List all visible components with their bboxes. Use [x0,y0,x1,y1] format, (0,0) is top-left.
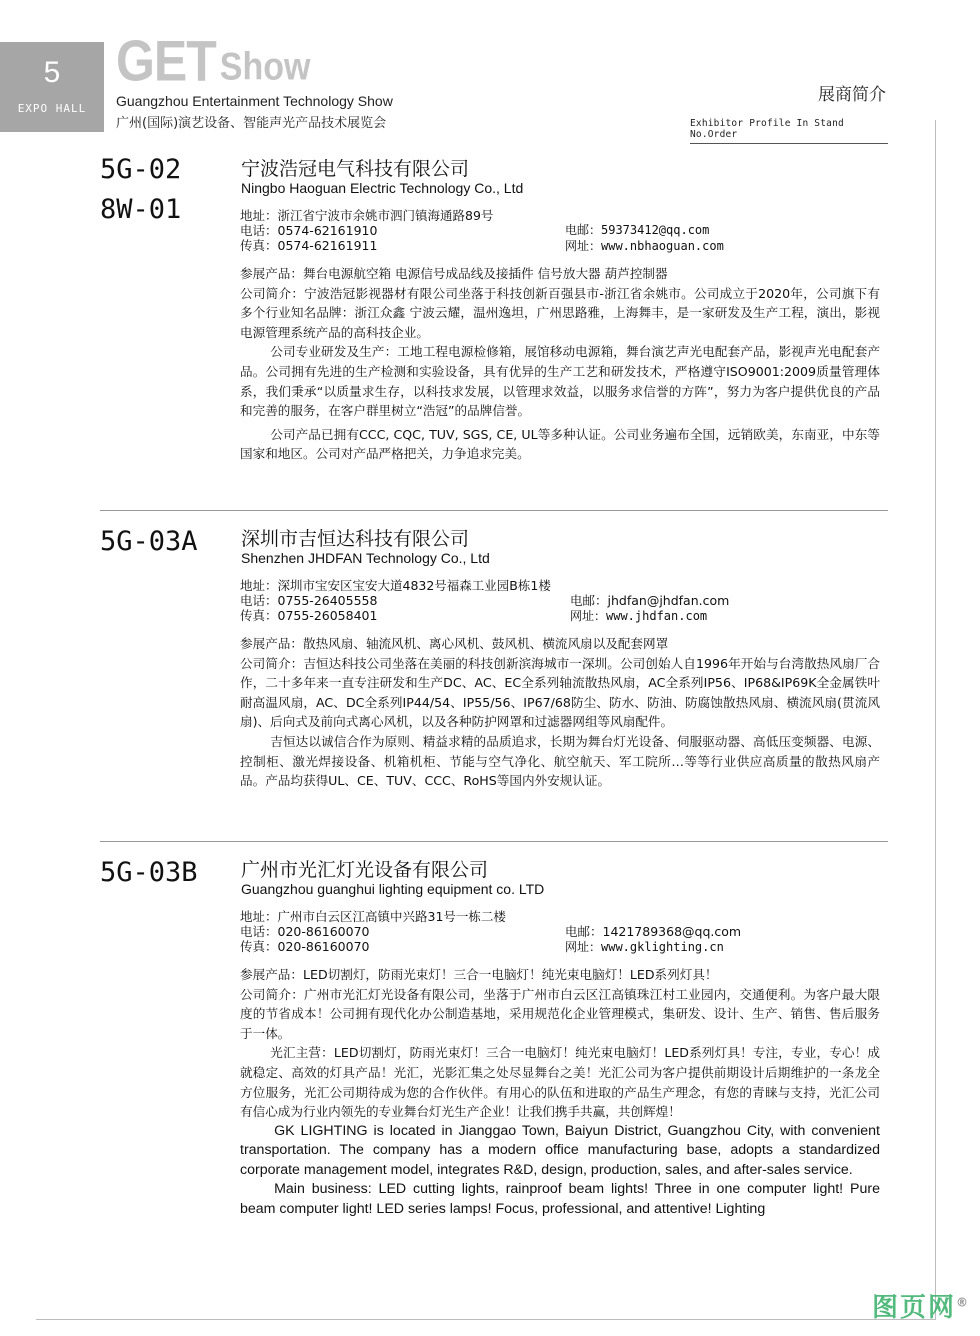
logo-get: GET [116,28,216,94]
company-website: 网址：www.gklighting.cn [565,940,724,954]
registered-mark: ® [956,1295,970,1310]
section-subtitle: Exhibitor Profile In Stand No.Order [690,118,888,144]
exhibit-products: 参展产品：LED切割灯，防雨光束灯！三合一电脑灯！纯光束电脑灯！LED系列灯具！ [240,967,718,982]
company-website: 网址：www.jhdfan.com [570,609,708,623]
company-intro: 公司简介：广州市光汇灯光设备有限公司，坐落于广州市白云区江高镇珠江村工业园内，交通便利。为客户最大限度的节省成本！公司拥有现代化办公制造基地，采用规范化企业管理模式，集研发、设计、生产、销售、售后服务于一体。 [240,986,880,1041]
company-email: 电邮：1421789368@qq.com [565,924,742,939]
company-paragraph-en: GK LIGHTING is located in Jianggao Town, Baiyun District, Guangzhou City, with convenient transportation. The company has a modern office manufacturing base, adopts a standardized corporate management model, integrates R&D, design, production, sales, and after-sales service. [240,1122,880,1178]
stand-number: 5G-03B [100,857,198,888]
company-email: 电邮：jhdfan@jhdfan.com [570,593,730,608]
logo-show: Show [219,45,311,89]
company-intro: 公司简介：吉恒达科技公司坐落在美丽的科技创新滨海城市一深圳。公司创始人自1996年开始与台湾散热风扇厂合作，二十多年来一直专注研发和生产DC、AC、EC全系列轴流散热风扇，AC全系列IP56、IP68&IP69K全金属铁叶耐高温风扇，AC、DC全系列IP44/54、IP55/56、IP67/68防尘、防水、防油、防腐蚀散热风扇、横流风扇(贯流风扇)、后向式及前向式离心风机，以及各种防护网罩和过滤器网组等风扇配件。 [240,655,880,730]
company-name-en: Shenzhen JHDFAN Technology Co., Ltd [241,550,490,566]
company-description [240,264,880,464]
company-website: 网址：www.nbhaoguan.com [565,239,724,253]
company-fax: 传真：020-86160070 [240,939,370,954]
divider [100,841,888,842]
company-name-en: Guangzhou guanghui lighting equipment co. LTD [241,881,545,897]
exhibit-products: 参展产品：散热风扇、轴流风机、离心风机、鼓风机、横流风扇以及配套网罩 [240,636,669,651]
company-description [240,965,880,1219]
show-name-en: Guangzhou Entertainment Technology Show [116,93,393,109]
company-phone: 电话：0574-62161910 [240,223,378,238]
hall-number: 5 [43,56,61,89]
company-address: 地址：深圳市宝安区宝安大道4832号福森工业园B栋1楼 [240,578,551,593]
company-fax: 传真：0755-26058401 [240,608,378,623]
divider [100,510,888,511]
section-title: 展商简介 [818,85,886,105]
company-name-cn: 广州市光汇灯光设备有限公司 [241,859,489,881]
company-name-cn: 深圳市吉恒达科技有限公司 [241,528,470,550]
expo-hall-tab [0,42,104,132]
company-address: 地址：广州市白云区江高镇中兴路31号一栋二楼 [240,909,506,924]
company-paragraph: 光汇主营：LED切割灯，防雨光束灯！三合一电脑灯！纯光束电脑灯！LED系列灯具！专注，专业，专心！成就稳定、高效的灯具产品！光汇，光影汇集之处尽显舞台之美！光汇公司为客户提供前期设计后期维护的一条龙全方位服务，光汇公司期待成为您的合作伙伴。有用心的队伍和进取的产品生产理念，有您的青睐与支持，光汇公司有信心成为行业内领先的专业舞台灯光生产企业！让我们携手共赢，共创辉煌！ [240,1045,880,1120]
company-paragraph: 公司产品已拥有CCC, CQC, TUV, SGS, CE, UL等多种认证。公司业务遍布全国，远销欧美，东南亚，中东等国家和地区。公司对产品严格把关，力争追求完美。 [240,426,880,462]
stand-number: 5G-03A [100,526,198,557]
company-phone: 电话：020-86160070 [240,924,370,939]
company-email: 电邮：59373412@qq.com [565,223,710,237]
company-description [240,634,880,791]
watermark-logo [872,1287,970,1324]
company-address: 地址：浙江省宁波市余姚市泗门镇海通路89号 [240,208,494,223]
company-paragraph: 吉恒达以诚信合作为原则、精益求精的品质追求，长期为舞台灯光设备、伺服驱动器、高低压变频器、电源、控制柜、激光焊接设备、机箱机柜、节能与空气净化、航空航天、军工院所…等等行业供应高质量的散热风扇产品。产品均获得UL、CE、TUV、CCC、RoHS等国内外安规认证。 [240,733,880,789]
company-fax: 传真：0574-62161911 [240,238,378,253]
watermark-text: 图页网 [871,1293,956,1323]
stand-number: 8W-01 [100,194,182,225]
company-phone: 电话：0755-26405558 [240,593,378,608]
company-paragraph-en: Main business: LED cutting lights, rainproof beam lights! Three in one computer light! Pure beam computer light! LED series lamps! Focus, professional, and attentive! Lighting [240,1181,880,1217]
company-name-en: Ningbo Haoguan Electric Technology Co., Ltd [241,180,524,196]
show-name-cn: 广州(国际)演艺设备、智能声光产品技术展览会 [116,116,387,131]
stand-number: 5G-02 [100,154,182,185]
company-intro: 公司简介：宁波浩冠影视器材有限公司坐落于科技创新百强县市-浙江省余姚市。公司成立于2020年，公司旗下有多个行业知名品牌：浙江众鑫 宁波云耀，温州逸坦，广州思路雅，上海舞丰，是一家研发及生产工程，演出，影视电源管理系统产品的高科技企业。 [240,285,880,340]
exhibit-products: 参展产品：舞台电源航空箱 电源信号成品线及接插件 信号放大器 葫芦控制器 [240,266,668,281]
hall-label: EXPO HALL [17,102,87,115]
company-paragraph: 公司专业研发及生产：工地工程电源检修箱，展馆移动电源箱，舞台演艺声光电配套产品，影视声光电配套产品。公司拥有先进的生产检测和实验设备，具有优异的生产工艺和研发技术，严格遵守ISO9001:2009质量管理体系，我们秉承“以质量求生存，以科技求发展，以管理求效益，以服务求信誉的方阵”，努力为客户提供优良的产品和完善的服务，在客户群里树立“浩冠”的品牌信誉。 [240,344,880,419]
get-show-logo [116,28,311,94]
company-name-cn: 宁波浩冠电气科技有限公司 [241,158,470,180]
